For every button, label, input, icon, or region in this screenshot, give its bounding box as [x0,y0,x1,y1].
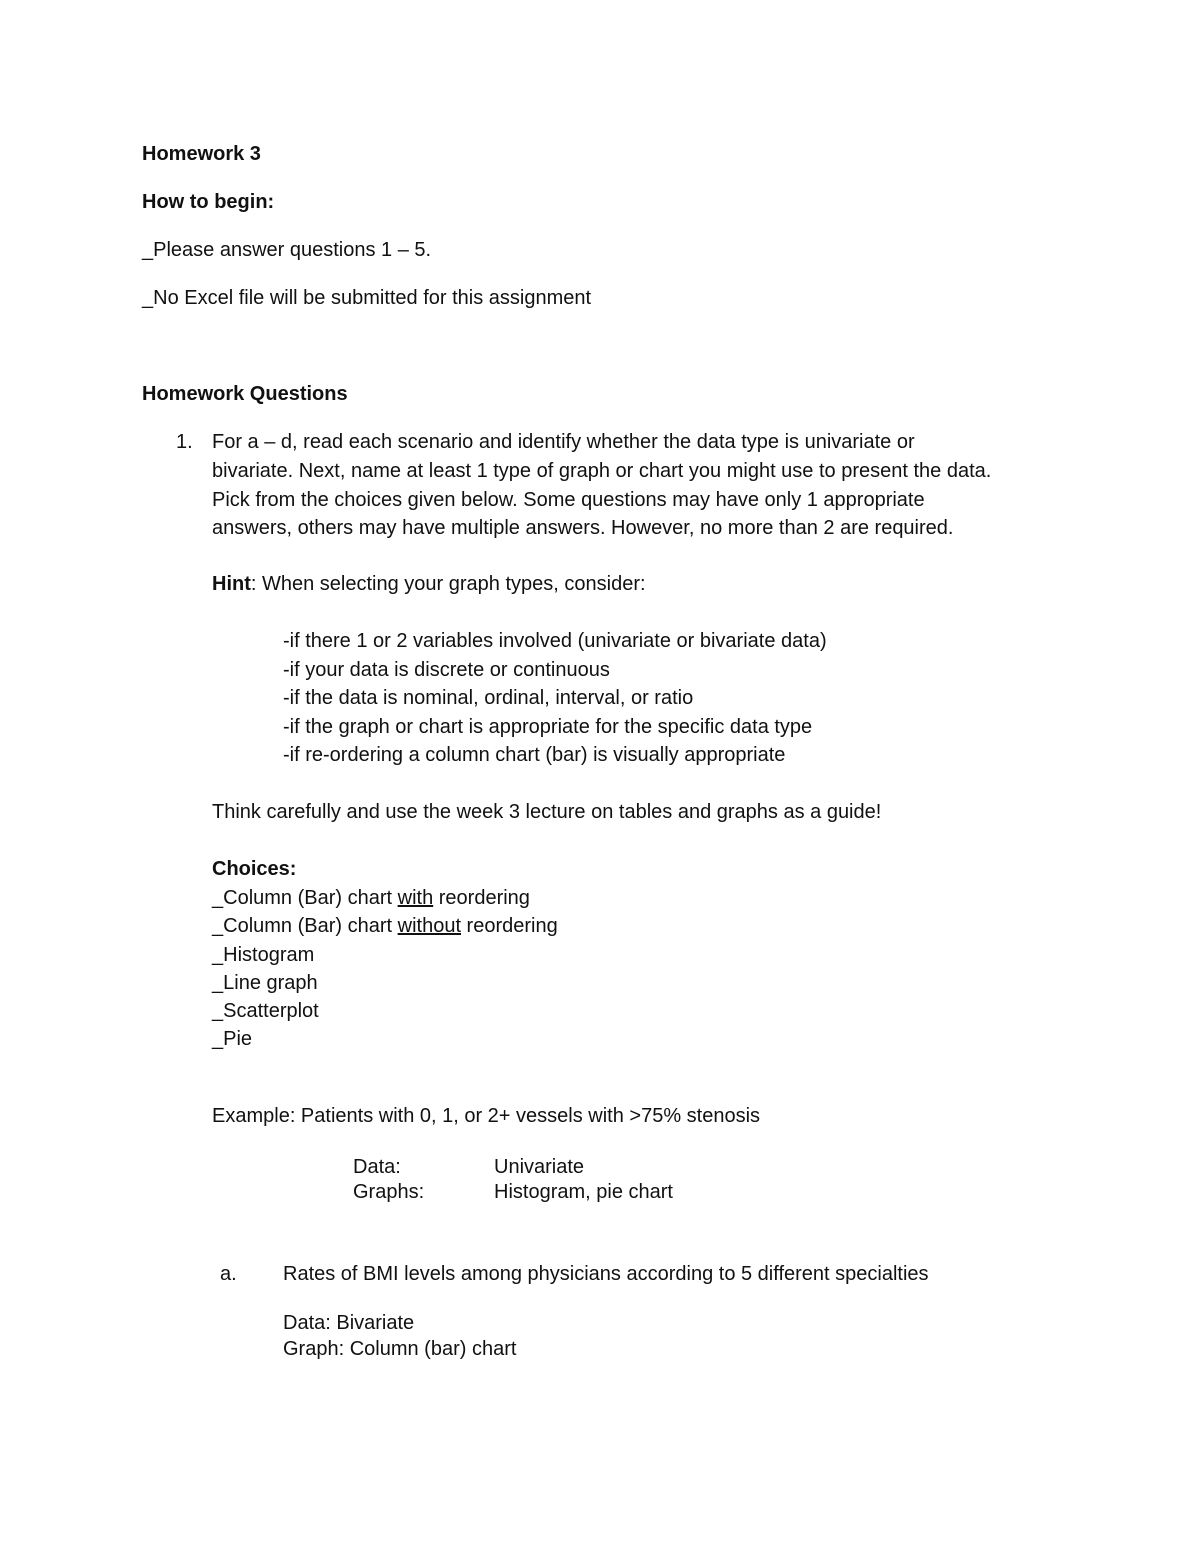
questions-heading: Homework Questions [142,383,348,405]
choice-text: reordering [433,887,530,909]
example-text: Example: Patients with 0, 1, or 2+ vessels with >75% stenosis [212,1105,761,1127]
question-text-line: answers, others may have multiple answers. However, no more than 2 are required. [212,517,954,539]
instruction-item: _Please answer questions 1 – 5. [142,239,432,261]
example-graphs-label: Graphs: [353,1181,425,1203]
question-text-line: Pick from the choices given below. Some questions may have only 1 appropriate [212,489,925,511]
consideration-item: -if re-ordering a column chart (bar) is visually appropriate [283,744,786,766]
choice-item: _Histogram [212,944,315,966]
hint-line [212,572,646,596]
choice-emphasis: with [397,887,434,909]
instruction-item: _No Excel file will be submitted for this assignment [142,287,592,309]
choice-emphasis: without [397,915,461,937]
think-carefully-text: Think carefully and use the week 3 lecture on tables and graphs as a guide! [212,801,882,823]
part-text: Rates of BMI levels among physicians according to 5 different specialties [283,1263,929,1285]
choices-heading: Choices: [212,858,297,880]
part-answer-data: Data: Bivariate [283,1312,415,1334]
consideration-item: -if your data is discrete or continuous [283,659,610,681]
choice-text: _Column (Bar) chart [212,887,398,909]
question-text-line: For a – d, read each scenario and identify whether the data type is univariate or [212,431,915,453]
document-title: Homework 3 [142,143,261,165]
question-text-line: bivariate. Next, name at least 1 type of graph or chart you might use to present the data. [212,460,992,482]
hint-text: : When selecting your graph types, consider: [250,573,646,595]
hint-label: Hint [212,573,251,595]
consideration-item: -if there 1 or 2 variables involved (univariate or bivariate data) [283,630,827,652]
choice-item-with-reordering [212,886,530,910]
choice-text: _Column (Bar) chart [212,915,398,937]
consideration-item: -if the graph or chart is appropriate for the specific data type [283,716,813,738]
choice-text: reordering [461,915,558,937]
example-graphs-value: Histogram, pie chart [494,1181,673,1203]
choice-item: _Pie [212,1028,253,1050]
choice-item: _Scatterplot [212,1000,319,1022]
how-to-begin-heading: How to begin: [142,191,275,213]
choice-item-without-reordering [212,914,558,938]
part-answer-graph: Graph: Column (bar) chart [283,1338,517,1360]
question-number: 1. [176,431,193,453]
choice-item: _Line graph [212,972,318,994]
example-data-label: Data: [353,1156,401,1178]
consideration-item: -if the data is nominal, ordinal, interval, or ratio [283,687,694,709]
part-letter: a. [220,1263,237,1285]
example-data-value: Univariate [494,1156,585,1178]
